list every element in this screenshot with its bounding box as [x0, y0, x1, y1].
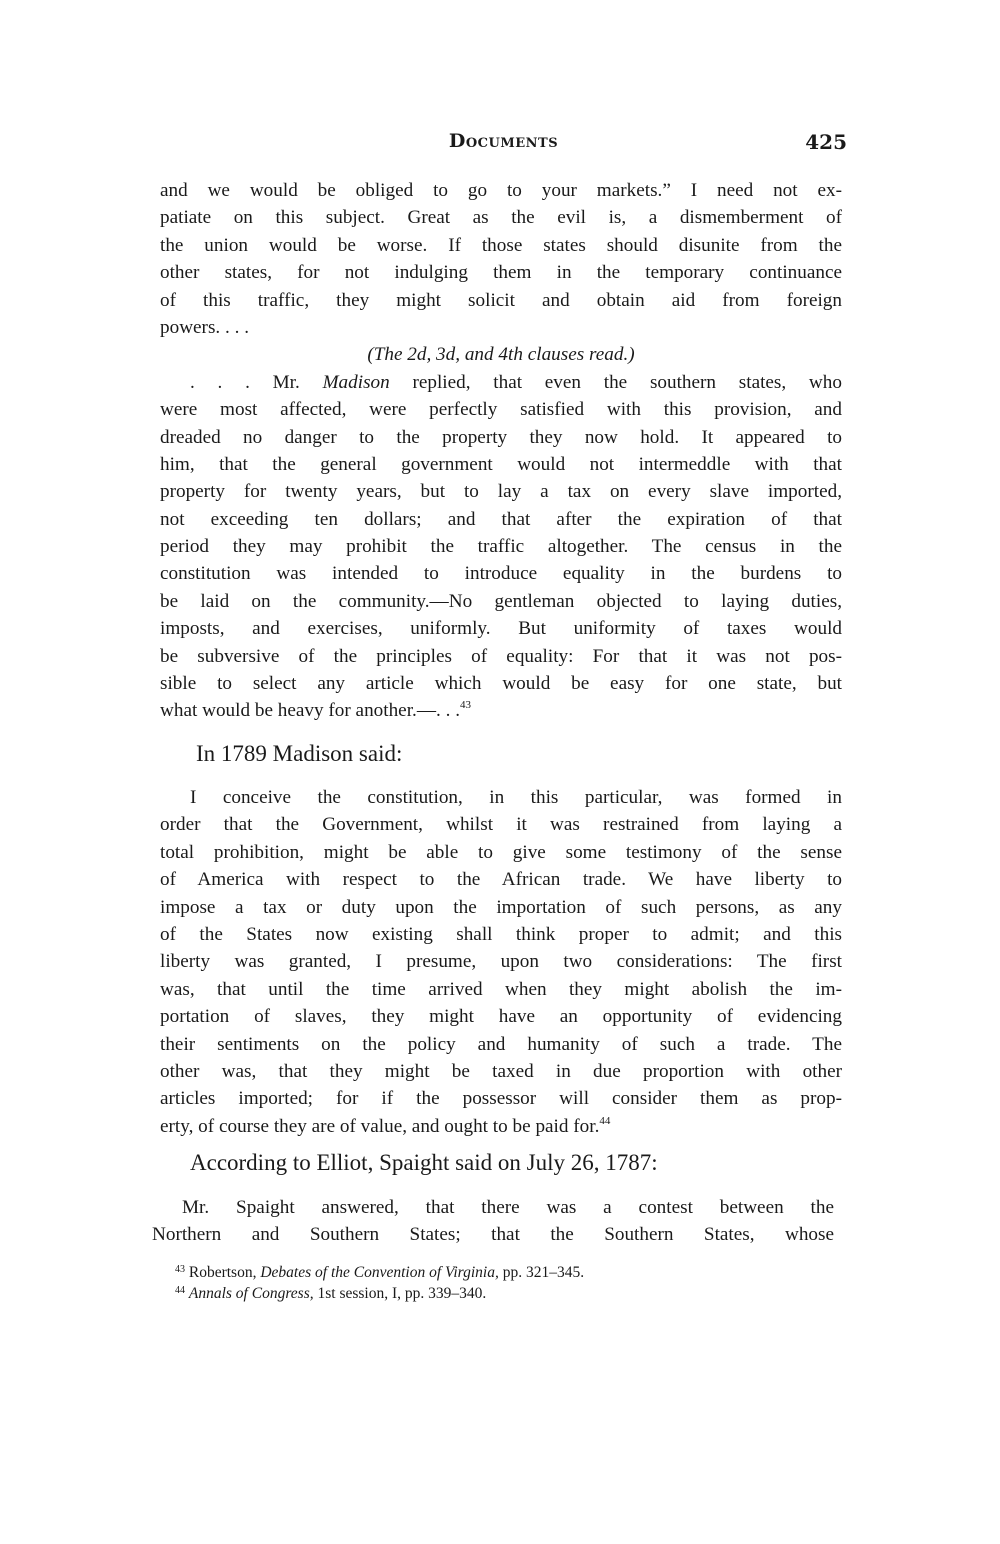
text-line: their sentiments on the policy and humanity of such a trade. The: [160, 1033, 842, 1055]
stage-direction: (The 2d, 3d, and 4th clauses read.): [367, 344, 635, 366]
text-line: articles imported; for if the possessor will consider them as prop-: [160, 1088, 842, 1110]
text-line: Mr. Spaight answered, that there was a contest between the: [182, 1197, 834, 1218]
text-line: erty, of course they are of value, and ought to be paid for.$^{44}$: [160, 1114, 611, 1137]
text-line: not exceeding ten dollars; and that after the expiration of that: [160, 508, 842, 530]
speaker-name: Madison: [322, 371, 390, 393]
text-line: patiate on this subject. Great as the evil is, a dismemberment of: [160, 207, 842, 229]
text-line: total prohibition, might be able to give some testimony of the sense: [160, 841, 842, 863]
footnote-ref-43[interactable]: 43: [460, 699, 471, 712]
footnote-43: $^{43}$ Robertson, Debates of the Convention of Virginia, pp. 321–345.: [175, 1264, 585, 1281]
text-line: Northern and Southern States; that the Southern States, whose: [152, 1224, 834, 1246]
text-line: imposts, and exercises, uniformly. But uniformity of taxes would: [160, 618, 842, 640]
footnote-title: Debates of the Convention of Virginia,: [260, 1264, 499, 1281]
quote-block-madison-1789: [160, 784, 842, 1140]
text-line: period they may prohibit the traffic altogether. The census in the: [160, 536, 842, 558]
quote-block-virginia-debates: [160, 177, 842, 725]
page-number: 425: [805, 130, 847, 154]
footnote-ref-44[interactable]: 44: [599, 1114, 611, 1127]
text-line: powers. . . .: [160, 316, 249, 338]
text-line: portation of slaves, they might have an opportunity of evidencing: [160, 1006, 842, 1028]
footnote-title: Annals of Congress,: [188, 1285, 314, 1302]
text-line: of this traffic, they might solicit and obtain aid from foreign: [160, 289, 842, 311]
text-line: was, that until the time arrived when they might abolish the im-: [160, 978, 842, 1000]
text-line: were most affected, were perfectly satisfied with this provision, and: [160, 399, 842, 421]
text-line: impose a tax or duty upon the importation of such persons, as any: [160, 896, 842, 918]
text-line: sible to select any article which would be easy for one state, but: [160, 673, 842, 695]
running-head-title: Documents: [448, 130, 559, 152]
section-heading-elliot: According to Elliot, Spaight said on July 26, 1787:: [190, 1150, 658, 1175]
text-line-madison: . . . Mr. Madison replied, that even the southern states, who: [190, 371, 842, 393]
text-line: liberty was granted, I presume, upon two considerations: The first: [160, 951, 842, 973]
text-line: be subversive of the principles of equality: For that it was not pos-: [160, 645, 842, 667]
running-head: [160, 130, 847, 156]
text-line: other was, that they might be taxed in due proportion with other: [160, 1060, 842, 1082]
text-line: of the States now existing shall think proper to admit; and this: [160, 923, 842, 945]
section-heading-1789: In 1789 Madison said:: [196, 741, 403, 766]
text-line: the union would be worse. If those states should disunite from the: [160, 234, 842, 256]
text-line: order that the Government, whilst it was restrained from laying a: [160, 814, 842, 836]
text-line: other states, for not indulging them in the temporary continuance: [160, 262, 842, 284]
quote-block-spaight: [152, 1194, 834, 1249]
text-line: and we would be obliged to go to your markets.” I need not ex-: [160, 180, 842, 201]
text-line: constitution was intended to introduce equality in the burdens to: [160, 563, 842, 585]
footnotes: [175, 1262, 584, 1304]
footnote-44: $^{44}$ Annals of Congress, 1st session, I, pp. 339–340.: [175, 1285, 487, 1302]
text-line: dreaded no danger to the property they now hold. It appeared to: [160, 426, 842, 448]
text-line: of America with respect to the African trade. We have liberty to: [160, 869, 842, 891]
text-line: I conceive the constitution, in this particular, was formed in: [190, 787, 842, 808]
text-line: property for twenty years, but to lay a tax on every slave imported,: [160, 481, 842, 503]
text-line: him, that the general government would not intermeddle with that: [160, 453, 842, 475]
text-line: what would be heavy for another.—. . .$^{43}$: [160, 699, 471, 722]
text-line: be laid on the community.—No gentleman objected to laying duties,: [160, 590, 842, 612]
